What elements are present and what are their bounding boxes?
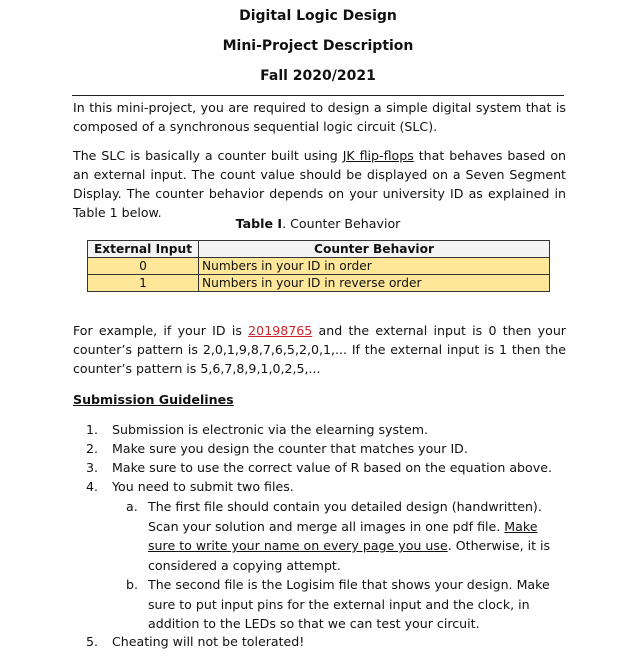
- sub-item-number: a.: [126, 499, 138, 514]
- list-item-number: 4.: [86, 479, 99, 494]
- counter-behavior-table: [87, 240, 550, 292]
- table-row: [88, 275, 550, 292]
- document-subtitle: Mini-Project Description: [222, 38, 414, 54]
- list-item-text: Make sure you design the counter that matches your ID.: [112, 441, 468, 456]
- intro-p2-before: The SLC is basically a counter built using: [73, 148, 343, 163]
- sub-item-text: [148, 497, 564, 575]
- example-after: and the external input is 0 then your counter’s pattern is 2,0,1,9,8,7,6,5,2,0,1,... If the external input is 1 then the counter’s pattern is 5,6,7,8,9,1,0,2,5,...: [73, 323, 566, 376]
- jk-flip-flops-link[interactable]: JK flip-flops: [342, 148, 414, 163]
- submission-list: [86, 420, 564, 496]
- table-caption: [0, 216, 636, 231]
- sub-item-b: [126, 575, 564, 634]
- document-term: Fall 2020/2021: [260, 68, 376, 84]
- sub-item-number: b.: [126, 577, 138, 592]
- sub-item-a: [126, 497, 564, 575]
- list-item: [86, 420, 564, 439]
- list-item: [86, 477, 564, 496]
- submission-heading: Submission Guidelines: [73, 392, 234, 407]
- table-row: [88, 258, 550, 275]
- list-item: [86, 439, 564, 458]
- cell-input: 1: [88, 275, 199, 292]
- table-caption-label: Table I: [235, 216, 283, 231]
- cell-behavior: Numbers in your ID in order: [199, 258, 550, 275]
- header-external-input: External Input: [88, 241, 199, 258]
- intro-paragraph-1: In this mini-project, you are required to design a simple digital system that is composed of a synchronous sequential logic circuit (SLC).: [73, 100, 566, 134]
- example-id: 20198765: [248, 323, 313, 338]
- header-counter-behavior: Counter Behavior: [199, 241, 550, 258]
- sub-a-after: . Otherwise, it is considered a copying attempt.: [148, 538, 551, 573]
- list-item-number: 1.: [86, 422, 99, 437]
- intro-paragraph-2: [73, 146, 566, 222]
- sub-a-underlined: Make sure to write your name on every page you use: [148, 518, 538, 553]
- list-item: [86, 458, 564, 477]
- example-before: For example, if your ID is: [73, 323, 249, 338]
- sub-item-a-row: [126, 497, 564, 575]
- list-item-number: 3.: [86, 460, 99, 475]
- list-item: [86, 632, 564, 651]
- list-item-text: Submission is electronic via the elearning system.: [112, 422, 428, 437]
- list-item-text: You need to submit two files.: [112, 479, 294, 494]
- intro-p2-after: that behaves based on an external input. The count value should be displayed on a Seven Segment Display. The counter behavior depends on your university ID as explained in Table 1 below.: [73, 148, 567, 220]
- cell-behavior: Numbers in your ID in reverse order: [199, 275, 550, 292]
- list-item-number: 2.: [86, 441, 99, 456]
- document-title: Digital Logic Design: [239, 8, 397, 24]
- submission-list-cont: [86, 632, 564, 651]
- list-item-number: 5.: [86, 634, 99, 649]
- sub-a-before: The first file should contain you detailed design (handwritten). Scan your solution and merge all images in one pdf file.: [148, 499, 542, 534]
- list-item-text: Cheating will not be tolerated!: [112, 634, 305, 649]
- table-header-row: [88, 241, 550, 258]
- table-caption-text: . Counter Behavior: [282, 216, 401, 231]
- sub-item-text: The second file is the Logisim file that shows your design. Make sure to put input pins for the external input and the clock, in addition to the LEDs so that we can test your circuit.: [148, 577, 550, 631]
- sub-item-b-row: [126, 575, 564, 634]
- example-paragraph: [73, 321, 566, 378]
- cell-input: 0: [88, 258, 199, 275]
- list-item-text: Make sure to use the correct value of R based on the equation above.: [112, 460, 552, 475]
- header-rule: [72, 95, 564, 96]
